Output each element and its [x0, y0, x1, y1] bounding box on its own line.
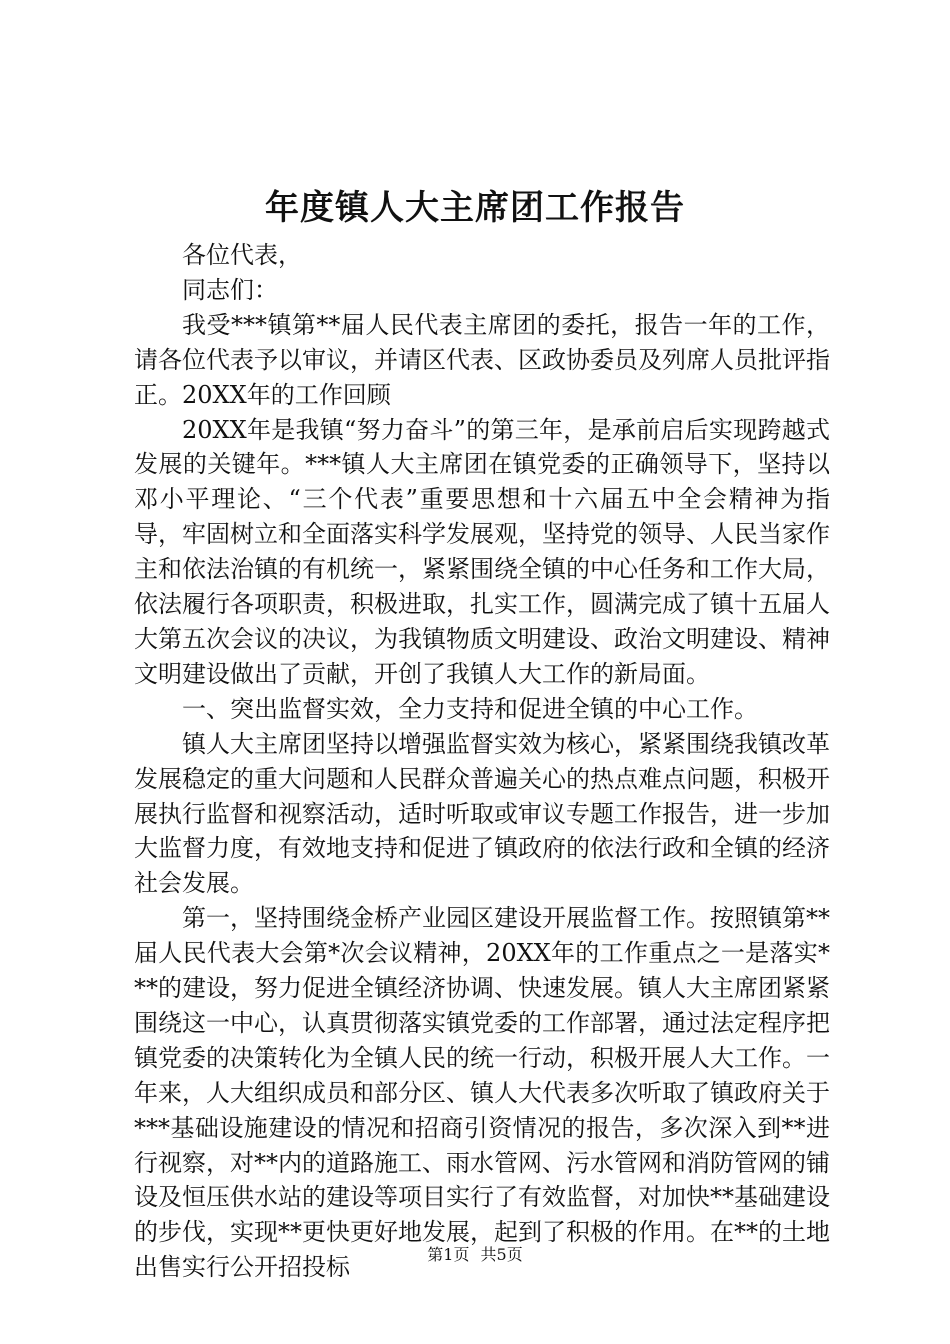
section-heading: 一、突出监督实效，全力支持和促进全镇的中心工作。 [182, 694, 758, 723]
page-footer [0, 1244, 950, 1266]
page-total: 共5页 [480, 1245, 523, 1264]
body-paragraph: 镇人大主席团坚持以增强监督实效为核心，紧紧围绕我镇改革发展稳定的重大问题和人民群众普遍关心的热点难点问题，积极开展执行监督和视察活动，适时听取或审议专题工作报告，进一步加大监督力度，有效地支持和促进了镇政府的依法行政和全镇的经济社会发展。 [134, 729, 830, 898]
document-title: 年度镇人大主席团工作报告 [265, 188, 685, 228]
body-paragraph: 我受***镇第**届人民代表主席团的委托，报告一年的工作，请各位代表予以审议，并请区代表、区政协委员及列席人员批评指正。20XX年的工作回顾 [134, 310, 830, 409]
salutation-paragraph: 各位代表， [182, 241, 302, 269]
body-paragraph: 第一，坚持围绕金桥产业园区建设开展监督工作。按照镇第**届人民代表大会第*次会议精神，20XX年的工作重点之一是落实***的建设，努力促进全镇经济协调、快速发展。镇人大主席团紧紧围绕这一中心，认真贯彻落实镇党委的工作部署，通过法定程序把镇党委的决策转化为全镇人民的统一行动，积极开展人大工作。一年来，人大组织成员和部分区、镇人大代表多次听取了镇政府关于***基础设施建设的情况和招商引资情况的报告，多次深入到**进行视察，对**内的道路施工、雨水管网、污水管网和消防管网的铺设及恒压供水站的建设等项目实行了有效监督，对加快**基础建设的步伐，实现**更快更好地发展，起到了积极的作用。在**的土地出售实行公开招投标 [134, 904, 830, 1282]
page-number: 第1页 [427, 1245, 470, 1264]
salutation-paragraph: 同志们： [182, 275, 278, 304]
body-paragraph: 20XX年是我镇“努力奋斗”的第三年，是承前启后实现跨越式发展的关键年。***镇人大主席团在镇党委的正确领导下，坚持以邓小平理论、“三个代表”重要思想和十六届五中全会精神为指导，牢固树立和全面落实科学发展观，坚持党的领导、人民当家作主和依法治镇的有机统一，紧紧围绕全镇的中心任务和工作大局，依法履行各项职责，积极进取，扎实工作，圆满完成了镇十五届人大第五次会议的决议，为我镇物质文明建设、政治文明建设、精神文明建设做出了贡献，开创了我镇人大工作的新局面。 [134, 415, 830, 688]
document-body [134, 238, 830, 1285]
